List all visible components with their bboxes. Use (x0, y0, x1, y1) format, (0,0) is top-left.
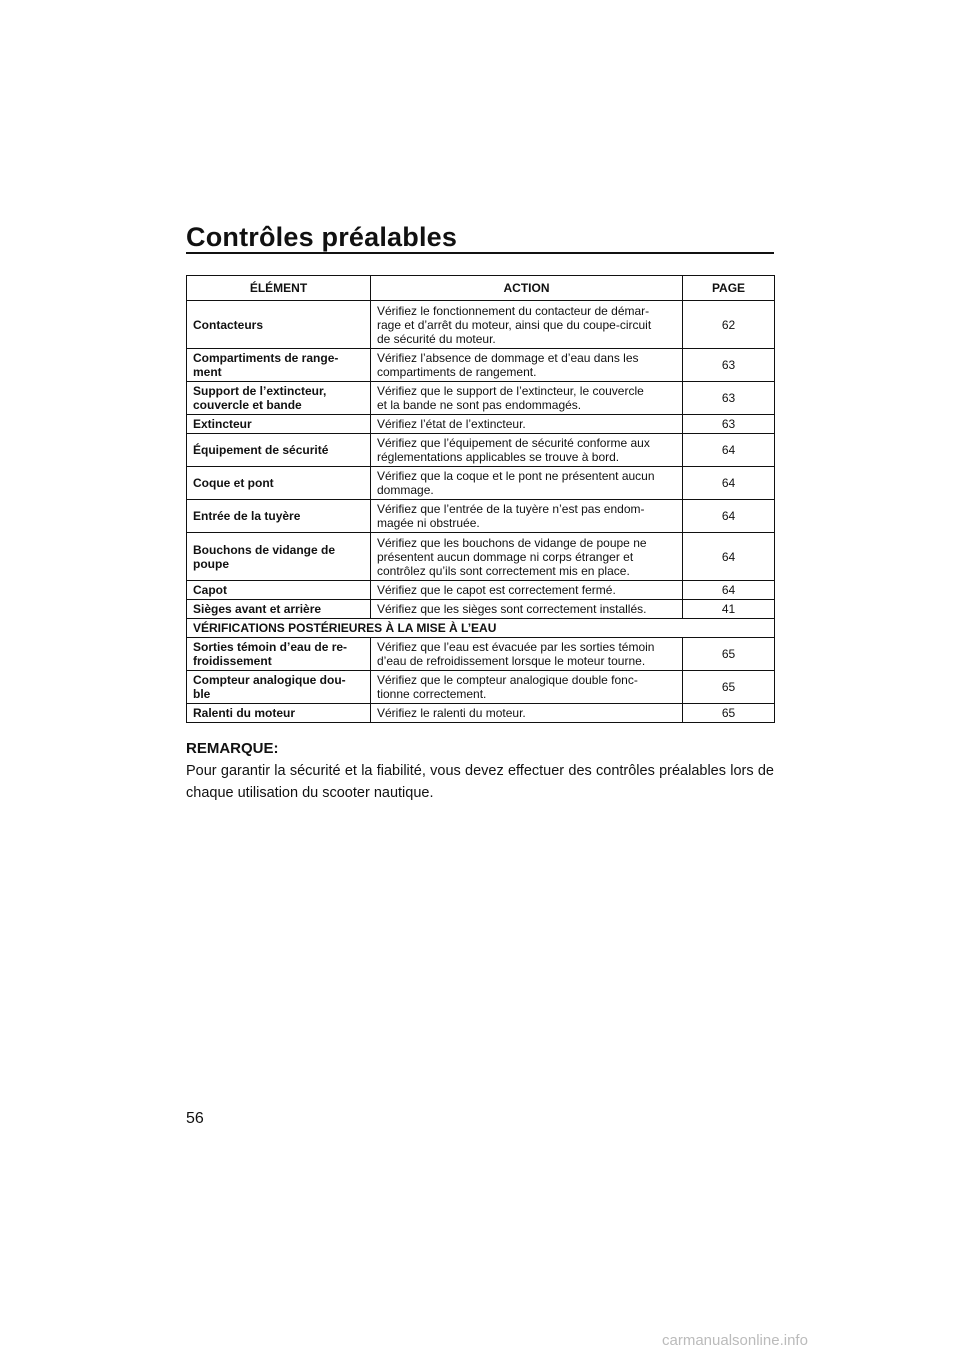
cell-element: Coque et pont (187, 467, 371, 500)
header-page: PAGE (683, 276, 775, 301)
cell-action: Vérifiez que l’entrée de la tuyère n’est pas endom- magée ni obstruée. (371, 500, 683, 533)
cell-page: 65 (683, 638, 775, 671)
table-row (187, 415, 775, 434)
cell-action: Vérifiez que le compteur analogique double fonc- tionne correctement. (371, 671, 683, 704)
table-row (187, 638, 775, 671)
cell-page: 63 (683, 349, 775, 382)
remark-heading: REMARQUE: (186, 740, 279, 757)
header-element: ÉLÉMENT (187, 276, 371, 301)
cell-element: Sorties témoin d’eau de re- froidissement (187, 638, 371, 671)
cell-page: 64 (683, 581, 775, 600)
table-row (187, 434, 775, 467)
page-title: Contrôles préalables (186, 222, 458, 252)
table-header-row (187, 276, 775, 301)
cell-action: Vérifiez que les sièges sont correctement installés. (371, 600, 683, 619)
cell-action: Vérifiez que les bouchons de vidange de poupe ne présentent aucun dommage ni corps étranger et contrôlez qu’ils sont correctement mis en place. (371, 533, 683, 581)
table-row (187, 600, 775, 619)
watermark: carmanualsonline.info (662, 1332, 808, 1349)
cell-page: 63 (683, 415, 775, 434)
table-row (187, 382, 775, 415)
cell-action: Vérifiez que le capot est correctement fermé. (371, 581, 683, 600)
cell-element: Ralenti du moteur (187, 704, 371, 723)
cell-page: 65 (683, 704, 775, 723)
cell-action: Vérifiez que l’eau est évacuée par les sorties témoin d’eau de refroidissement lorsque le moteur tourne. (371, 638, 683, 671)
cell-element: Contacteurs (187, 301, 371, 349)
cell-action: Vérifiez que le support de l’extincteur, le couvercle et la bande ne sont pas endommagés. (371, 382, 683, 415)
table-row (187, 533, 775, 581)
cell-element: Équipement de sécurité (187, 434, 371, 467)
cell-action: Vérifiez que l’équipement de sécurité conforme aux réglementations applicables se trouve à bord. (371, 434, 683, 467)
cell-page: 65 (683, 671, 775, 704)
cell-page: 64 (683, 500, 775, 533)
cell-element: Extincteur (187, 415, 371, 434)
cell-action: Vérifiez que la coque et le pont ne présentent aucun dommage. (371, 467, 683, 500)
cell-element: Compartiments de range- ment (187, 349, 371, 382)
table-row (187, 301, 775, 349)
cell-element: Compteur analogique dou- ble (187, 671, 371, 704)
cell-element: Capot (187, 581, 371, 600)
cell-action: Vérifiez le fonctionnement du contacteur de démar- rage et d’arrêt du moteur, ainsi que du coupe-circuit de sécurité du moteur. (371, 301, 683, 349)
cell-action: Vérifiez l’absence de dommage et d’eau dans les compartiments de rangement. (371, 349, 683, 382)
title-rule (186, 252, 774, 254)
cell-element: Support de l’extincteur, couvercle et bande (187, 382, 371, 415)
cell-page: 64 (683, 434, 775, 467)
table-body (187, 301, 775, 723)
cell-action: Vérifiez le ralenti du moteur. (371, 704, 683, 723)
cell-page: 62 (683, 301, 775, 349)
cell-page: 41 (683, 600, 775, 619)
page-number: 56 (186, 1110, 204, 1127)
cell-element: Sièges avant et arrière (187, 600, 371, 619)
cell-page: 63 (683, 382, 775, 415)
header-action: ACTION (371, 276, 683, 301)
table-row (187, 704, 775, 723)
table-row (187, 500, 775, 533)
cell-element: Bouchons de vidange de poupe (187, 533, 371, 581)
cell-element: Entrée de la tuyère (187, 500, 371, 533)
table-row (187, 467, 775, 500)
cell-page: 64 (683, 533, 775, 581)
table-row (187, 349, 775, 382)
table-row (187, 581, 775, 600)
cell-action: Vérifiez l’état de l’extincteur. (371, 415, 683, 434)
section-title: VÉRIFICATIONS POSTÉRIEURES À LA MISE À L’EAU (187, 619, 775, 638)
table-row (187, 671, 775, 704)
checks-table (186, 275, 775, 723)
cell-page: 64 (683, 467, 775, 500)
remark-text: Pour garantir la sécurité et la fiabilité, vous devez effectuer des contrôles préalables lors de chaque utilisation du scooter nautique. (186, 763, 774, 801)
section-row (187, 619, 775, 638)
